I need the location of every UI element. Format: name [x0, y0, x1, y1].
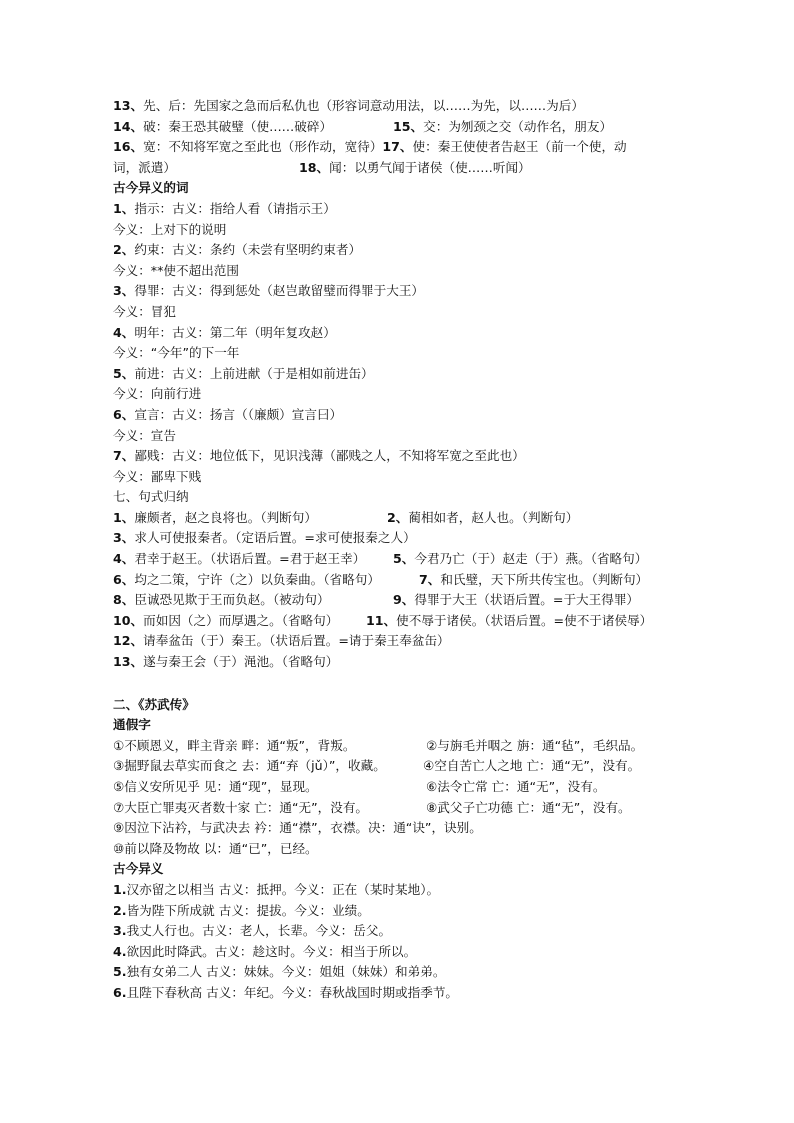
section-heading-tongjia: 通假字: [113, 717, 151, 733]
jushi-row-5: [113, 590, 693, 611]
tongjia-item: ④空自苦亡人之地 亡：通“无”，没有。: [423, 758, 641, 774]
tongjia-row-6: ⑩前以降及物故 以：通“已”，已经。: [113, 840, 318, 856]
item-text: 破：秦王恐其破璧（使……破碎）: [143, 118, 333, 134]
item-text: 和氏璧，天下所共传宝也。（判断句）: [440, 571, 649, 587]
gujin-3: [113, 281, 693, 302]
item-number: 13、: [113, 98, 144, 113]
item-text: 君幸于赵王。（状语后置。=君于赵王幸）: [134, 551, 366, 567]
item-text: 得罪：古义：得到惩处（赵岂敢留璧而得罪于大王）: [134, 283, 425, 299]
item-text: 先、后：先国家之急而后私仇也（形容词意动用法，以……为先，以……为后）: [143, 98, 584, 113]
item-number: 3、: [113, 283, 135, 299]
item-number: 2、: [113, 242, 135, 258]
gujin-4: [113, 323, 693, 344]
item-text: 指示：古义：指给人看（请指示王）: [134, 200, 336, 216]
item-number: 8、: [113, 592, 135, 608]
item-text: 请奉盆缶（于）秦王。（状语后置。=请于秦王奉盆缶）: [143, 633, 450, 649]
item-number: 15、: [393, 118, 424, 134]
gujin-7-today: 今义：鄙卑下贱: [113, 468, 202, 484]
tongjia-item: ⑤信义安所见乎 见：通“现”，显现。: [113, 779, 318, 794]
section-heading-gujin2: 古今异义: [113, 861, 164, 877]
tongjia-item: ①不顾恩义，畔主背亲 畔：通“叛”，背叛。: [113, 737, 356, 753]
tongjia-item: ⑥法令亡常 亡：通“无”，没有。: [426, 779, 606, 794]
item-number: 2、: [387, 509, 409, 525]
tongjia-item: ③掘野鼠去草实而食之 去：通“弃（jǔ）”，收藏。: [113, 758, 386, 774]
item-text: 皆为陛下所成就 古义：提拔。今义：业绩。: [126, 902, 370, 918]
gujin-2-today: 今义：**使不超出范围: [113, 262, 239, 278]
item-text: 求人可使报秦者。（定语后置。=求可使报秦之人）: [134, 530, 416, 546]
item-number: 7、: [419, 571, 441, 587]
jushi-row-2: [113, 528, 693, 549]
item-number: 7、: [113, 448, 135, 464]
item-text: 臣诚恐见欺于王而负赵。（被动句）: [134, 592, 330, 608]
item-number: 3、: [113, 530, 135, 546]
jushi-row-4: [113, 570, 693, 591]
tongjia-row-3: [113, 777, 693, 798]
item-number: 16、: [113, 139, 144, 155]
jushi-row-8: [113, 652, 693, 673]
item-number: 2.: [113, 902, 127, 918]
item-number: 4、: [113, 551, 135, 567]
item-text: 独有女弟二人 古义：妹妹。今义：姐姐（妹妹）和弟弟。: [126, 964, 446, 980]
item-text: 交：为刎颈之交（动作名，朋友）: [423, 118, 613, 134]
item-number: 17、: [382, 139, 413, 155]
item-text: 今君乃亡（于）赵走（于）燕。（省略句）: [414, 551, 648, 567]
tongjia-row-2: [113, 756, 693, 777]
tongjia-row-1: [113, 736, 693, 757]
gujin-4-today: 今义：“今年”的下一年: [113, 345, 240, 361]
item-text: 遂与秦王会（于）渑池。（省略句）: [143, 654, 339, 670]
gujin-6-today: 今义：宣告: [113, 427, 176, 443]
gujin-1-today: 今义：上对下的说明: [113, 221, 227, 237]
section-heading-gujin: 古今异义的词: [113, 180, 189, 196]
line-13: [113, 96, 693, 117]
item-number: 1、: [113, 509, 135, 525]
item-number: 5.: [113, 964, 127, 980]
gujin2-6: [113, 983, 693, 1004]
spacer: [113, 673, 693, 695]
item-number: 5、: [113, 365, 135, 381]
item-number: 10、: [113, 612, 144, 628]
gujin-5: [113, 364, 693, 385]
item-text: 我丈人行也。古义：老人，长辈。今义：岳父。: [126, 923, 392, 939]
line-14-15: [113, 117, 693, 138]
jushi-row-6: [113, 611, 693, 632]
item-text: 汉亦留之以相当 古义：抵押。今义：正在（某时某地）。: [126, 881, 440, 897]
item-text: 均之二策，宁许（之）以负秦曲。（省略句）: [134, 571, 380, 587]
item-number: 4、: [113, 324, 135, 340]
item-text: 宽：不知将军宽之至此也（形作动，宽待）: [143, 139, 383, 155]
item-number: 1.: [113, 881, 127, 897]
tongjia-row-4: [113, 798, 693, 819]
gujin2-3: [113, 921, 693, 942]
section-heading-jushi: 七、句式归纳: [113, 489, 189, 505]
tongjia-row-5: ⑨因泣下沾衿，与武决去 衿：通“襟”，衣襟。决：通“诀”，诀别。: [113, 820, 482, 836]
jushi-row-3: [113, 549, 693, 570]
item-text: 闻：以勇气闻于诸侯（使……听闻）: [329, 159, 531, 175]
tongjia-item: ⑦大臣亡罪夷灭者数十家 亡：通“无”，没有。: [113, 799, 369, 815]
item-number: 18、: [299, 159, 330, 175]
gujin-3-today: 今义：冒犯: [113, 303, 176, 319]
gujin2-1: [113, 880, 693, 901]
tongjia-item: ⑧武父子亡功德 亡：通“无”，没有。: [426, 799, 631, 815]
item-number: 6、: [113, 571, 135, 587]
item-text: 而如因（之）而厚遇之。（省略句）: [143, 612, 339, 628]
gujin-5-today: 今义：向前行进: [113, 386, 202, 402]
item-number: 11、: [366, 612, 397, 628]
gujin-1: [113, 199, 693, 220]
gujin2-2: [113, 901, 693, 922]
gujin2-5: [113, 962, 693, 983]
line-17-cont-18: [113, 158, 693, 179]
tongjia-item: ②与旃毛并咽之 旃：通“毡”，毛织品。: [426, 737, 644, 753]
item-text: 使不辱于诸侯。（状语后置。=使不于诸侯辱）: [396, 612, 653, 628]
item-text: 前进：古义：上前进献（于是相如前进缶）: [134, 365, 374, 381]
item-text: 欲因此时降武。古义：趁这时。今义：相当于所以。: [126, 943, 417, 959]
item-text: 明年：古义：第二年（明年复攻赵）: [134, 324, 336, 340]
gujin-2: [113, 240, 693, 261]
item-text: 词，派遣）: [113, 159, 176, 175]
item-number: 6、: [113, 406, 135, 422]
gujin-6: [113, 405, 693, 426]
item-text: 宣言：古义：扬言（（廉颇）宣言曰）: [134, 406, 343, 422]
item-text: 蔺相如者，赵人也。（判断句）: [408, 509, 579, 525]
item-number: 1、: [113, 200, 135, 216]
item-number: 14、: [113, 118, 144, 134]
item-number: 6.: [113, 984, 127, 1000]
jushi-row-7: [113, 631, 693, 652]
item-text: 约束：古义：条约（未尝有坚明约束者）: [134, 242, 362, 258]
item-text: 使：秦王使使者告赵王（前一个使，动: [412, 139, 627, 155]
item-number: 5、: [393, 551, 415, 567]
line-16-17: [113, 137, 693, 158]
section-heading-suwu: 二、《苏武传》: [113, 696, 195, 712]
item-number: 4.: [113, 943, 127, 959]
item-text: 鄙贱：古义：地位低下，见识浅薄（鄙贱之人，不知将军宽之至此也）: [134, 448, 525, 464]
gujin-7: [113, 446, 693, 467]
item-number: 13、: [113, 654, 144, 670]
item-text: 廉颇者，赵之良将也。（判断句）: [134, 509, 317, 525]
item-text: 得罪于大王（状语后置。=于大王得罪）: [414, 592, 640, 608]
item-text: 且陛下春秋高 古义：年纪。今义：春秋战国时期或指季节。: [126, 984, 459, 1000]
gujin2-4: [113, 942, 693, 963]
item-number: 12、: [113, 633, 144, 649]
jushi-row-1: [113, 508, 693, 529]
document-body: [113, 96, 693, 1004]
item-number: 3.: [113, 923, 127, 939]
item-number: 9、: [393, 592, 415, 608]
